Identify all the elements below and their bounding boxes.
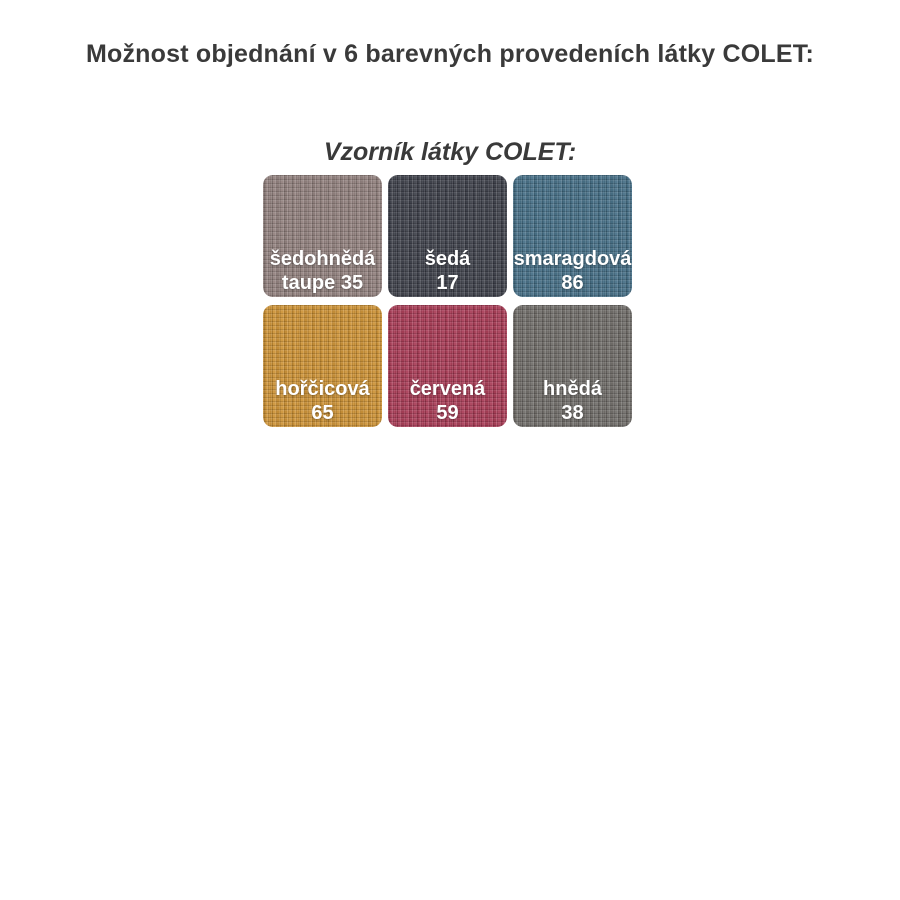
fabric-swatch bbox=[388, 305, 507, 427]
swatch-color-code: taupe 35 bbox=[281, 272, 364, 294]
swatch-color-code: 38 bbox=[561, 402, 584, 424]
fabric-swatch bbox=[513, 175, 632, 297]
swatch-label bbox=[263, 377, 382, 425]
swatch-label bbox=[388, 247, 507, 295]
swatch-grid bbox=[263, 175, 632, 427]
swatch-color-code: 17 bbox=[436, 272, 459, 294]
swatch-label bbox=[388, 377, 507, 425]
fabric-swatch bbox=[388, 175, 507, 297]
swatch-color-code: 65 bbox=[311, 402, 334, 424]
swatch-color-name: červená bbox=[409, 378, 486, 400]
swatch-color-name: šedohnědá bbox=[269, 248, 376, 270]
swatch-color-name: smaragdová bbox=[513, 248, 632, 270]
swatch-color-name: hnědá bbox=[543, 378, 602, 400]
swatch-color-name: šedá bbox=[424, 248, 471, 270]
fabric-swatch bbox=[263, 305, 382, 427]
fabric-swatch bbox=[263, 175, 382, 297]
fabric-swatch bbox=[513, 305, 632, 427]
page-title: Možnost objednání v 6 barevných provedeních látky COLET: bbox=[85, 40, 814, 68]
swatch-label bbox=[263, 247, 382, 295]
swatch-chart-subtitle: Vzorník látky COLET: bbox=[323, 138, 577, 166]
swatch-color-code: 59 bbox=[436, 402, 459, 424]
swatch-color-name: hořčicová bbox=[275, 378, 370, 400]
swatch-color-code: 86 bbox=[561, 272, 584, 294]
swatch-label bbox=[513, 377, 632, 425]
swatch-label bbox=[513, 247, 632, 295]
